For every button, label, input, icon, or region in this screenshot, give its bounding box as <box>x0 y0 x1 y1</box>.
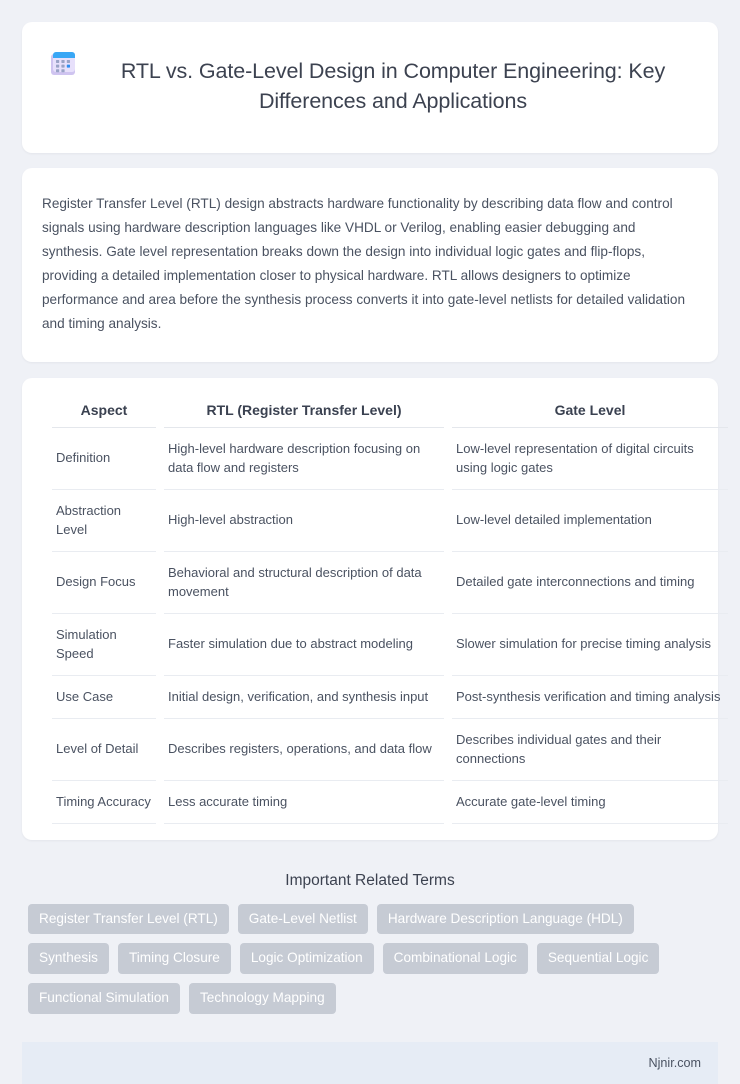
description-card <box>22 168 718 362</box>
term-chip[interactable]: Timing Closure <box>118 943 231 974</box>
table-head <box>52 396 728 428</box>
cell-aspect: Definition <box>52 428 156 490</box>
cell-aspect: Use Case <box>52 676 156 719</box>
related-terms-list <box>22 904 718 1014</box>
table-row <box>52 676 728 719</box>
related-terms-heading: Important Related Terms <box>285 871 455 889</box>
cell-aspect: Simulation Speed <box>52 614 156 676</box>
cell-rtl: Faster simulation due to abstract modeling <box>164 614 444 676</box>
cell-rtl: Initial design, verification, and synthesis input <box>164 676 444 719</box>
term-chip[interactable]: Sequential Logic <box>537 943 660 974</box>
related-terms-section <box>22 858 718 1020</box>
table-row <box>52 428 728 490</box>
column-header-aspect: Aspect <box>52 396 156 428</box>
table-header-row <box>52 396 728 428</box>
cell-aspect: Level of Detail <box>52 719 156 781</box>
term-chip[interactable]: Gate-Level Netlist <box>238 904 368 935</box>
table-row <box>52 719 728 781</box>
description-text: Register Transfer Level (RTL) design abstracts hardware functionality by describing data flow and control signals using hardware description languages like VHDL or Verilog, enabling easier debugging and synthesis. Gate level representation breaks down the design into individual logic gates and flip-flops, providing a detailed implementation closer to physical hardware. RTL allows designers to optimize performance and area before the synthesis process converts it into gate-level netlists for detailed validation and timing analysis. <box>42 195 686 331</box>
term-chip[interactable]: Synthesis <box>28 943 109 974</box>
cell-gate: Post-synthesis verification and timing analysis <box>452 676 728 719</box>
table-body <box>52 428 728 824</box>
comparison-table-card <box>22 378 721 840</box>
table-row <box>52 552 728 614</box>
term-chip[interactable]: Combinational Logic <box>383 943 528 974</box>
cell-aspect: Design Focus <box>52 552 156 614</box>
term-chip[interactable]: Technology Mapping <box>189 983 336 1014</box>
comparison-table <box>44 396 736 824</box>
footer-bar <box>22 1042 718 1084</box>
table-row <box>52 781 728 824</box>
term-chip[interactable]: Functional Simulation <box>28 983 180 1014</box>
footer-site-name: Njnir.com <box>648 1055 701 1070</box>
cell-gate: Low-level representation of digital circuits using logic gates <box>452 428 728 490</box>
cell-gate: Slower simulation for precise timing analysis <box>452 614 728 676</box>
cell-gate: Accurate gate-level timing <box>452 781 728 824</box>
title-card <box>22 22 718 153</box>
column-header-rtl: RTL (Register Transfer Level) <box>164 396 444 428</box>
cell-rtl: Less accurate timing <box>164 781 444 824</box>
cell-rtl: Describes registers, operations, and data flow <box>164 719 444 781</box>
cell-rtl: High-level abstraction <box>164 490 444 552</box>
term-chip[interactable]: Hardware Description Language (HDL) <box>377 904 634 935</box>
calendar-icon <box>48 49 78 79</box>
table-row <box>52 614 728 676</box>
table-row <box>52 490 728 552</box>
cell-gate: Low-level detailed implementation <box>452 490 728 552</box>
column-header-gate: Gate Level <box>452 396 728 428</box>
term-chip[interactable]: Logic Optimization <box>240 943 374 974</box>
term-chip[interactable]: Register Transfer Level (RTL) <box>28 904 229 935</box>
cell-rtl: High-level hardware description focusing on data flow and registers <box>164 428 444 490</box>
cell-rtl: Behavioral and structural description of data movement <box>164 552 444 614</box>
cell-gate: Describes individual gates and their connections <box>452 719 728 781</box>
cell-aspect: Abstraction Level <box>52 490 156 552</box>
page-title: RTL vs. Gate-Level Design in Computer Engineering: Key Differences and Applications <box>120 59 666 114</box>
cell-gate: Detailed gate interconnections and timing <box>452 552 728 614</box>
cell-aspect: Timing Accuracy <box>52 781 156 824</box>
